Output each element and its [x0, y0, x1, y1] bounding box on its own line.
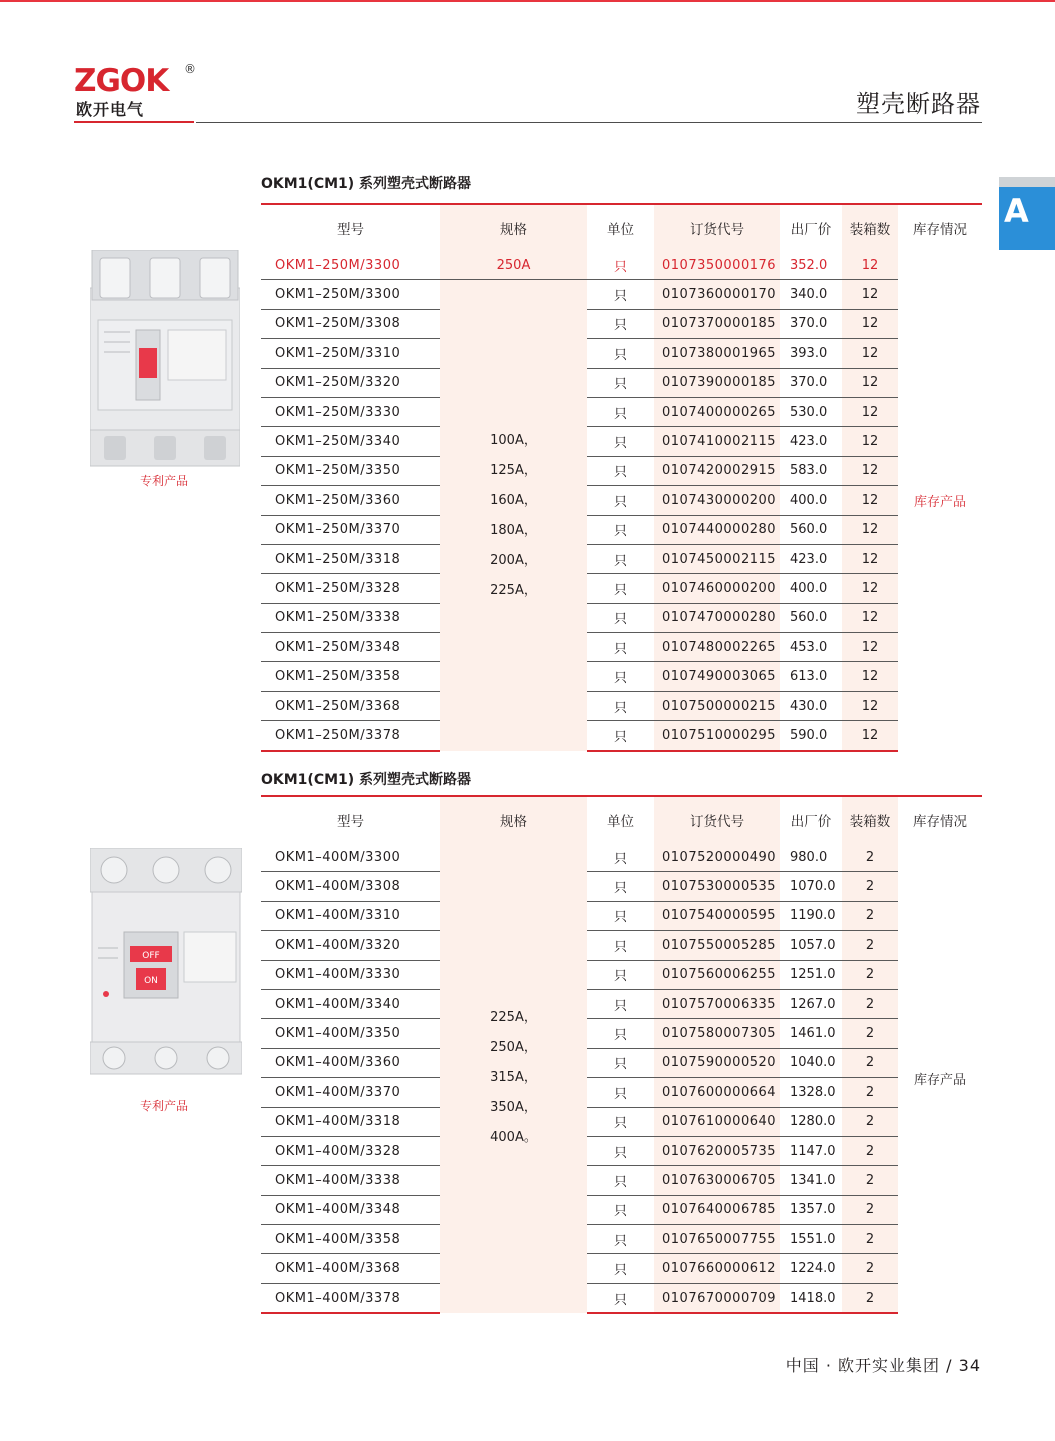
cell-code: 0107570006335 [654, 989, 780, 1018]
cell-model: OKM1–250M/3310 [261, 339, 440, 368]
table-row [261, 486, 982, 515]
table-row [261, 960, 982, 989]
cell-price: 393.0 [780, 339, 842, 368]
table-row [261, 633, 982, 662]
cell-price: 1147.0 [780, 1136, 842, 1165]
table-row [261, 901, 982, 930]
table-row [261, 309, 982, 338]
cell-model: OKM1–250M/3358 [261, 662, 440, 691]
cell-qty: 12 [842, 309, 898, 338]
breaker-400-illustration [90, 848, 242, 1078]
col-model: 型号 [337, 222, 364, 238]
cell-qty: 2 [842, 1283, 898, 1313]
cell-code: 0107620005735 [654, 1136, 780, 1165]
table-row [261, 544, 982, 573]
cell-code: 0107410002115 [654, 427, 780, 456]
table-row [261, 989, 982, 1018]
breaker-off-label: OFF [142, 951, 160, 961]
cell-qty: 12 [842, 544, 898, 573]
cell-unit: 只 [587, 486, 654, 515]
cell-code: 0107520000490 [654, 843, 780, 872]
table-row [261, 339, 982, 368]
table-row [261, 872, 982, 901]
registered-mark: ® [184, 62, 196, 76]
cell-price: 1357.0 [780, 1195, 842, 1224]
cell-qty: 2 [842, 1019, 898, 1048]
cell-unit: 只 [587, 1166, 654, 1195]
cell-model: OKM1–400M/3338 [261, 1166, 440, 1195]
cell-price: 980.0 [780, 843, 842, 872]
cell-qty: 2 [842, 1107, 898, 1136]
cell-unit: 只 [587, 397, 654, 426]
cell-price: 1070.0 [780, 872, 842, 901]
page-footer [786, 1353, 981, 1376]
cell-price: 1461.0 [780, 1019, 842, 1048]
table-row [261, 931, 982, 960]
cell-model: OKM1–250M/3378 [261, 721, 440, 751]
cell-code: 0107550005285 [654, 931, 780, 960]
breaker-on-label: ON [144, 976, 158, 986]
cell-code: 0107650007755 [654, 1225, 780, 1254]
cell-unit: 只 [587, 662, 654, 691]
cell-price: 430.0 [780, 691, 842, 720]
cell-model: OKM1–250M/3308 [261, 309, 440, 338]
table-row [261, 1048, 982, 1077]
spec-value: 160A， [490, 492, 537, 508]
cell-price: 590.0 [780, 721, 842, 751]
cell-model: OKM1–250M/3318 [261, 544, 440, 573]
cell-price: 400.0 [780, 486, 842, 515]
product-caption-2: 专利产品 [140, 1099, 189, 1113]
cell-unit: 只 [587, 515, 654, 544]
spec-list [440, 1003, 587, 1153]
cell-price: 423.0 [780, 544, 842, 573]
section-tab-cap [999, 177, 1055, 187]
top-rule [0, 0, 1055, 2]
cell-code: 0107360000170 [654, 280, 780, 309]
cell-unit: 只 [587, 691, 654, 720]
cell-code: 0107380001965 [654, 339, 780, 368]
footer-separator: / [946, 1356, 953, 1375]
cell-price: 352.0 [780, 251, 842, 280]
cell-unit: 只 [587, 427, 654, 456]
cell-qty: 2 [842, 843, 898, 872]
cell-qty: 12 [842, 691, 898, 720]
table-row [261, 603, 982, 632]
table-row [261, 280, 982, 309]
cell-qty: 2 [842, 960, 898, 989]
cell-price: 423.0 [780, 427, 842, 456]
cell-price: 1328.0 [780, 1078, 842, 1107]
cell-stock: 库存产品 [913, 495, 966, 511]
cell-qty: 2 [842, 872, 898, 901]
cell-qty: 2 [842, 1166, 898, 1195]
col-model: 型号 [337, 814, 364, 830]
cell-code: 0107460000200 [654, 574, 780, 603]
table-row [261, 427, 982, 456]
logo-text: ZGOK [74, 63, 169, 99]
cell-unit: 只 [587, 960, 654, 989]
table-header-row [261, 204, 982, 251]
cell-code: 0107540000595 [654, 901, 780, 930]
cell-qty: 2 [842, 1225, 898, 1254]
cell-model: OKM1–400M/3378 [261, 1283, 440, 1313]
cell-price: 453.0 [780, 633, 842, 662]
cell-unit: 只 [587, 1225, 654, 1254]
cell-code: 0107370000185 [654, 309, 780, 338]
cell-model: OKM1–250M/3340 [261, 427, 440, 456]
spec-value: 100A， [490, 432, 537, 448]
cell-model: OKM1–400M/3320 [261, 931, 440, 960]
cell-price: 1190.0 [780, 901, 842, 930]
spec-value: 400A。 [490, 1130, 537, 1146]
cell-qty: 12 [842, 662, 898, 691]
spec-value: 180A， [490, 522, 537, 538]
cell-qty: 12 [842, 721, 898, 751]
cell-model: OKM1–250M/3320 [261, 368, 440, 397]
page-title: 塑壳断路器 [856, 90, 981, 118]
cell-price: 560.0 [780, 603, 842, 632]
cell-model: OKM1–250M/3350 [261, 456, 440, 485]
col-unit: 单位 [607, 222, 634, 238]
col-code: 订货代号 [654, 796, 780, 843]
price-table-400 [261, 795, 982, 1314]
table-row [261, 1136, 982, 1165]
cell-model: OKM1–400M/3340 [261, 989, 440, 1018]
cell-price: 370.0 [780, 309, 842, 338]
spec-value: 350A， [490, 1100, 537, 1116]
cell-unit: 只 [587, 721, 654, 751]
cell-qty: 2 [842, 901, 898, 930]
cell-model: OKM1–400M/3350 [261, 1019, 440, 1048]
cell-model: OKM1–250M/3300 [261, 280, 440, 309]
col-price: 出厂价 [790, 814, 832, 830]
cell-unit: 只 [587, 1078, 654, 1107]
cell-price: 1040.0 [780, 1048, 842, 1077]
cell-unit: 只 [587, 1283, 654, 1313]
table-row [261, 1078, 982, 1107]
cell-model: OKM1–400M/3370 [261, 1078, 440, 1107]
cell-price: 1418.0 [780, 1283, 842, 1313]
cell-code: 0107350000176 [654, 251, 780, 280]
cell-code: 0107400000265 [654, 397, 780, 426]
cell-model: OKM1–400M/3300 [261, 843, 440, 872]
cell-unit: 只 [587, 1019, 654, 1048]
table-header-row [261, 796, 982, 843]
section-title-2: OKM1(CM1) 系列塑壳式断路器 [261, 772, 472, 788]
product-caption-1: 专利产品 [140, 474, 189, 488]
cell-qty: 2 [842, 1078, 898, 1107]
cell-price: 340.0 [780, 280, 842, 309]
table-row [261, 1283, 982, 1313]
cell-spec [440, 843, 587, 1313]
spec-value: 200A， [490, 552, 537, 568]
cell-spec: 250A [440, 251, 587, 280]
cell-model: OKM1–250M/3330 [261, 397, 440, 426]
cell-code: 0107390000185 [654, 368, 780, 397]
cell-model: OKM1–250M/3368 [261, 691, 440, 720]
footer-company: 中国 · 欧开实业集团 [785, 1356, 941, 1375]
brand-logo [74, 64, 194, 124]
cell-code: 0107500000215 [654, 691, 780, 720]
cell-qty: 12 [842, 603, 898, 632]
cell-qty: 2 [842, 1195, 898, 1224]
cell-code: 0107440000280 [654, 515, 780, 544]
cell-unit: 只 [587, 456, 654, 485]
cell-model: OKM1–400M/3310 [261, 901, 440, 930]
cell-code: 0107640006785 [654, 1195, 780, 1224]
table-row [261, 662, 982, 691]
cell-code: 0107580007305 [654, 1019, 780, 1048]
cell-qty: 12 [842, 368, 898, 397]
cell-unit: 只 [587, 1254, 654, 1283]
product-image-400 [90, 848, 242, 1082]
cell-qty: 2 [842, 989, 898, 1018]
cell-model: OKM1–250M/3338 [261, 603, 440, 632]
cell-unit: 只 [587, 1107, 654, 1136]
cell-unit: 只 [587, 309, 654, 338]
cell-model: OKM1–400M/3348 [261, 1195, 440, 1224]
table-row [261, 1254, 982, 1283]
cell-model: OKM1–250M/3370 [261, 515, 440, 544]
logo-underline [74, 121, 194, 123]
cell-code: 0107670000709 [654, 1283, 780, 1313]
cell-unit: 只 [587, 989, 654, 1018]
cell-stock: 库存产品 [913, 1072, 966, 1088]
cell-price: 1267.0 [780, 989, 842, 1018]
table-row [261, 574, 982, 603]
cell-price: 560.0 [780, 515, 842, 544]
table-row [261, 1166, 982, 1195]
cell-price: 530.0 [780, 397, 842, 426]
cell-unit: 只 [587, 574, 654, 603]
cell-price: 1057.0 [780, 931, 842, 960]
cell-code: 0107660000612 [654, 1254, 780, 1283]
cell-code: 0107450002115 [654, 544, 780, 573]
cell-model: OKM1–400M/3308 [261, 872, 440, 901]
cell-price: 583.0 [780, 456, 842, 485]
cell-price: 613.0 [780, 662, 842, 691]
col-qty: 装箱数 [842, 796, 898, 843]
cell-unit: 只 [587, 544, 654, 573]
cell-model: OKM1–250M/3348 [261, 633, 440, 662]
cell-unit: 只 [587, 603, 654, 632]
cell-qty: 12 [842, 574, 898, 603]
cell-qty: 2 [842, 931, 898, 960]
spec-value: 225A， [490, 1010, 537, 1026]
table-row [261, 1195, 982, 1224]
cell-code: 0107420002915 [654, 456, 780, 485]
breaker-250-illustration [90, 250, 240, 470]
logo-subtext: 欧开电气 [76, 100, 145, 119]
cell-price: 1341.0 [780, 1166, 842, 1195]
section-title-1: OKM1(CM1) 系列塑壳式断路器 [261, 176, 472, 192]
table-row [261, 691, 982, 720]
col-stock: 库存情况 [913, 814, 967, 830]
table-row [261, 1107, 982, 1136]
cell-qty: 12 [842, 486, 898, 515]
header-rule [196, 122, 982, 123]
cell-price: 400.0 [780, 574, 842, 603]
cell-qty: 12 [842, 251, 898, 280]
section-tab-label: A [1004, 192, 1029, 230]
price-table-250 [261, 203, 982, 752]
table-row [261, 368, 982, 397]
cell-model: OKM1–250M/3360 [261, 486, 440, 515]
table-row [261, 721, 982, 751]
col-code: 订货代号 [654, 204, 780, 251]
cell-qty: 12 [842, 339, 898, 368]
col-spec: 规格 [440, 204, 587, 251]
cell-price: 1224.0 [780, 1254, 842, 1283]
cell-qty: 12 [842, 427, 898, 456]
col-spec: 规格 [440, 796, 587, 843]
cell-price: 1551.0 [780, 1225, 842, 1254]
footer-page-number: 34 [958, 1356, 981, 1375]
cell-unit: 只 [587, 872, 654, 901]
cell-code: 0107510000295 [654, 721, 780, 751]
spec-list [440, 426, 587, 606]
spec-value: 250A， [490, 1040, 537, 1056]
col-price: 出厂价 [790, 222, 832, 238]
product-image-250 [90, 250, 240, 474]
cell-code: 0107560006255 [654, 960, 780, 989]
cell-qty: 2 [842, 1254, 898, 1283]
cell-model: OKM1–400M/3318 [261, 1107, 440, 1136]
cell-code: 0107490003065 [654, 662, 780, 691]
cell-unit: 只 [587, 280, 654, 309]
table-row [261, 397, 982, 426]
cell-qty: 12 [842, 633, 898, 662]
cell-qty: 12 [842, 397, 898, 426]
table-row [261, 1225, 982, 1254]
cell-unit: 只 [587, 931, 654, 960]
cell-model: OKM1–250M/3300 [261, 251, 440, 280]
spec-value: 225A， [490, 582, 537, 598]
table-row [261, 1019, 982, 1048]
cell-code: 0107480002265 [654, 633, 780, 662]
cell-unit: 只 [587, 843, 654, 872]
cell-qty: 12 [842, 515, 898, 544]
cell-qty: 12 [842, 280, 898, 309]
cell-unit: 只 [587, 901, 654, 930]
col-qty: 装箱数 [842, 204, 898, 251]
table-row [261, 515, 982, 544]
col-stock: 库存情况 [913, 222, 967, 238]
table-row [261, 456, 982, 485]
cell-code: 0107470000280 [654, 603, 780, 632]
cell-code: 0107430000200 [654, 486, 780, 515]
cell-qty: 2 [842, 1136, 898, 1165]
cell-unit: 只 [587, 1048, 654, 1077]
spec-value: 315A， [490, 1070, 537, 1086]
cell-model: OKM1–400M/3368 [261, 1254, 440, 1283]
cell-code: 0107600000664 [654, 1078, 780, 1107]
table-row-highlight [261, 251, 982, 280]
cell-price: 1280.0 [780, 1107, 842, 1136]
cell-unit: 只 [587, 1136, 654, 1165]
cell-price: 370.0 [780, 368, 842, 397]
cell-code: 0107590000520 [654, 1048, 780, 1077]
cell-model: OKM1–400M/3328 [261, 1136, 440, 1165]
cell-unit: 只 [587, 633, 654, 662]
cell-code: 0107610000640 [654, 1107, 780, 1136]
cell-unit: 只 [587, 339, 654, 368]
cell-qty: 12 [842, 456, 898, 485]
table-row [261, 843, 982, 872]
cell-unit: 只 [587, 251, 654, 280]
cell-price: 1251.0 [780, 960, 842, 989]
cell-unit: 只 [587, 1195, 654, 1224]
cell-code: 0107630006705 [654, 1166, 780, 1195]
cell-model: OKM1–400M/3358 [261, 1225, 440, 1254]
col-unit: 单位 [607, 814, 634, 830]
cell-qty: 2 [842, 1048, 898, 1077]
cell-code: 0107530000535 [654, 872, 780, 901]
cell-model: OKM1–400M/3360 [261, 1048, 440, 1077]
cell-spec [440, 280, 587, 751]
cell-model: OKM1–400M/3330 [261, 960, 440, 989]
cell-unit: 只 [587, 368, 654, 397]
cell-model: OKM1–250M/3328 [261, 574, 440, 603]
spec-value: 125A， [490, 462, 537, 478]
